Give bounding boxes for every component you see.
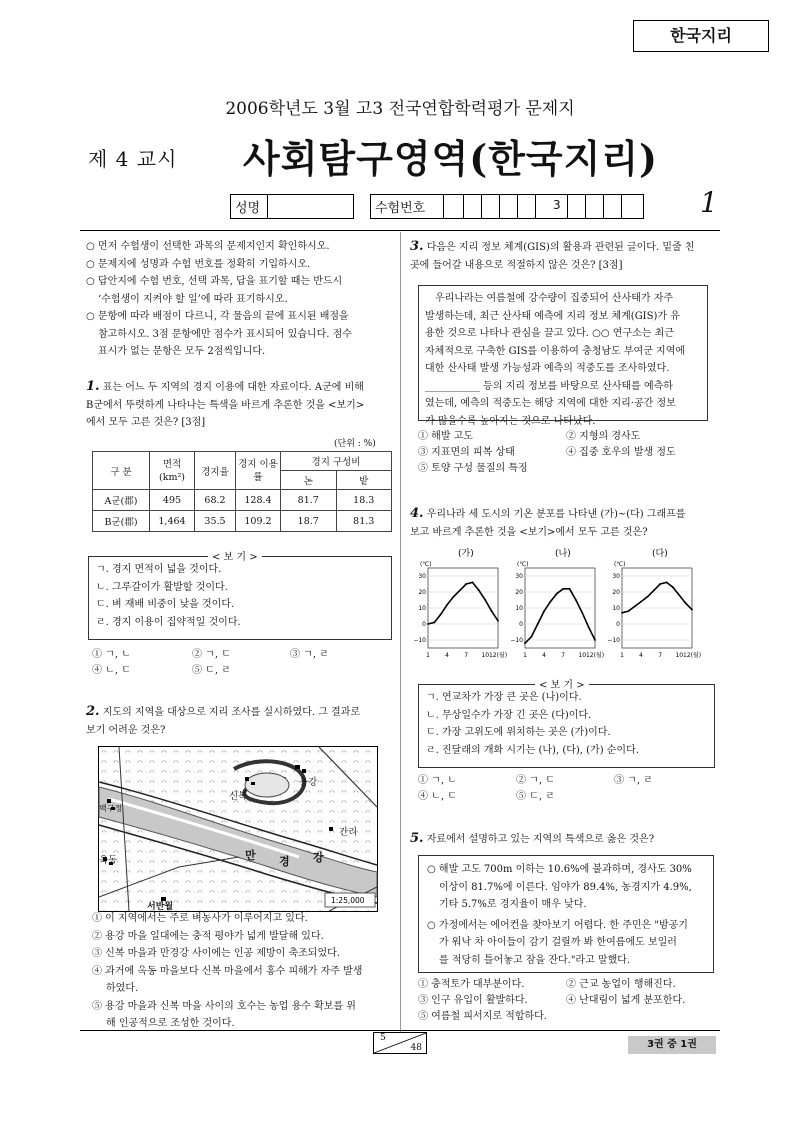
- q3-choices: [418, 428, 718, 480]
- map-label-river-1: 만: [245, 849, 256, 862]
- chart-point: [678, 594, 680, 596]
- question-5: 5. 자료에서 설명하고 있는 지역의 특색으로 옳은 것은?: [410, 831, 655, 846]
- chart-point: [472, 582, 474, 584]
- page-current: 5: [380, 1033, 386, 1043]
- question-2-number: 2.: [86, 704, 100, 719]
- topographic-map: [98, 746, 378, 912]
- chart-x-tick: 10: [578, 652, 587, 659]
- instructions: ○ 먼저 수험생이 선택한 과목의 문제지인지 확인하시오. ○ 문제지에 성명과 수험 번호를 정확히 기입하시오. ○ 답안지에 수험 번호, 선택 과목, 답을 표기할 때는 반드시 ‘수험생이 지켜야 할 일’에 따라 표기하시오. ○ 문항에 따라 배점이 다르니, 각 물음의 끝에 표시된 배점을 참고하시오. 3점 문항에만 점수가 표시되어 있습니다. 점수 표시가 없는 문항은 모두 2점씩입니다.: [86, 241, 352, 357]
- exam-number-field[interactable]: [370, 194, 644, 219]
- exam-number-cell[interactable]: [463, 195, 464, 218]
- chart-x-tick: 1: [620, 652, 624, 659]
- table-row: B군(郡) 1,464 35.5 109.2 18.7 81.3: [93, 511, 392, 532]
- question-1: 1. 표는 어느 두 지역의 경지 이용에 대한 자료이다. A군에 비해 B군에서 뚜렷하게 나타나는 특색을 바르게 추론한 것을 <보기> 에서 모두 고른 것은? [3점]: [86, 379, 365, 428]
- chart-title: (나): [555, 549, 571, 559]
- chart-y-tick: 0: [616, 621, 620, 628]
- chart-point: [621, 612, 623, 614]
- map-label-baekgujeong: 백구정: [99, 804, 123, 813]
- chart-point: [653, 590, 655, 592]
- q4-bogi-list: ㄱ. 연교차가 가장 큰 곳은 (나)이다. ㄴ. 무상일수가 가장 긴 곳은 (다)이다. ㄷ. 가장 고위도에 위치하는 곳은 (가)이다. ㄹ. 진달래의 개화 시기는 (나), (다), (가) 순이다.: [426, 692, 639, 756]
- main-title: 사회탐구영역(한국지리): [243, 136, 659, 181]
- choice-3[interactable]: ③ ㄱ, ㄹ: [614, 775, 653, 786]
- choice-2[interactable]: ② 용강 마을 일대에는 충적 평야가 넓게 발달해 있다.: [92, 930, 324, 942]
- name-label: 성명: [235, 201, 261, 216]
- chart-x-tick: 1: [426, 652, 430, 659]
- chart-title: (다): [652, 549, 668, 559]
- chart-point: [562, 588, 564, 590]
- volume-badge: 3권 중 1권: [628, 1036, 716, 1054]
- chart-y-tick: 20: [418, 589, 426, 596]
- exam-number-cell[interactable]: [535, 195, 536, 218]
- choice-3[interactable]: ③ 신복 마을과 만경강 사이에는 인공 제방이 축조되었다.: [92, 948, 340, 959]
- q5-passage: ○ 해발 고도 700m 이하는 10.6%에 불과하며, 경사도 30% 이상이 81.7%에 이른다. 임야가 89.4%, 농경지가 4.9%, 기타 5.7%로 경지율이 매우 낮다. ○ 가정에서는 에어컨을 찾아보기 어렵다. 한 주민은 "밤공기 가 워낙 차 아이들이 감기 걸릴까 봐 한여름에도 보일러 를 적당히 틀어놓고 잠을 잔다."라고 말했다.: [418, 855, 714, 973]
- chart-point: [588, 626, 590, 628]
- choice-1[interactable]: ① 충적토가 대부분이다.: [418, 979, 525, 990]
- chart-x-tick: 4: [639, 652, 644, 659]
- q4-bogi-title: < 보 기 >: [535, 676, 589, 691]
- exam-number-cell[interactable]: [603, 195, 604, 218]
- exam-number-cell[interactable]: [499, 195, 500, 218]
- chart-y-tick: 30: [418, 573, 426, 580]
- choice-4[interactable]: ④ 집중 호우의 발생 정도: [566, 447, 676, 458]
- map-label-okdong: 옥동: [99, 855, 118, 866]
- q4-choices: [418, 772, 718, 808]
- choice-4[interactable]: ④ 난대림이 넓게 분포한다.: [566, 995, 686, 1006]
- q1-bogi-list: ㄱ. 경지 면적이 넓을 것이다. ㄴ. 그루갈이가 활발할 것이다. ㄷ. 벼 재배 비중이 낮을 것이다. ㄹ. 경지 이용이 집약적일 것이다.: [96, 564, 241, 628]
- choice-4[interactable]: ④ 과거에 옥동 마을보다 신복 마을에서 홍수 피해가 자주 발생: [92, 965, 363, 977]
- chart-series-line: [428, 582, 498, 624]
- chart-point: [594, 639, 596, 641]
- question-4: 4. 우리나라 세 도시의 기온 분포를 나타낸 (가)~(다) 그래프를 보고 바르게 추론한 것을 <보기>에서 모두 고른 것은?: [410, 506, 686, 538]
- chart-y-tick: 10: [418, 605, 426, 612]
- chart-point: [556, 593, 558, 595]
- chart-point: [524, 642, 526, 644]
- map-label-river-3: 강: [313, 851, 324, 864]
- chart-point: [634, 606, 636, 608]
- page-total: 48: [410, 1043, 422, 1053]
- chart-x-tick: 1: [523, 652, 527, 659]
- chart-y-tick: 30: [612, 573, 620, 580]
- chart-point: [672, 586, 674, 588]
- q2-choices: ① 이 지역에서는 주로 벼농사가 이루어지고 있다. ② 용강 마을 일대에는 충적 평야가 넓게 발달해 있다. ③ 신복 마을과 만경강 사이에는 인공 제방이 축조되었다. ④ 과거에 옥동 마을보다 신복 마을에서 홍수 피해가 자주 발생 하였다. ⑤ 용강 마을과 신복 마을 사이의 호수는 농업 용수 확보를 위 해 인공적으로 조성한 것이다.: [92, 910, 396, 1033]
- chart-point: [647, 596, 649, 598]
- chart-point: [491, 610, 493, 612]
- chart-point: [685, 602, 687, 604]
- chart-y-tick: 10: [515, 605, 523, 612]
- map-label-yonggang: 용강: [299, 777, 318, 788]
- chart-x-tick: 12(월): [682, 652, 702, 659]
- choice-1[interactable]: ① ㄱ, ㄴ: [92, 649, 131, 660]
- chart-point: [530, 636, 532, 638]
- chart-point: [446, 604, 448, 606]
- chart-point: [484, 599, 486, 601]
- period-label: 제 4 교시: [88, 147, 178, 171]
- choice-5[interactable]: ⑤ 여름철 피서지로 적합하다.: [418, 1011, 547, 1022]
- choice-2[interactable]: ② ㄱ, ㄷ: [192, 649, 231, 660]
- exam-number-cell[interactable]: [621, 195, 622, 218]
- chart-point: [478, 590, 480, 592]
- chart-title: (가): [458, 549, 474, 559]
- exam-number-cell[interactable]: [567, 195, 568, 218]
- land-use-table: 구 분 면적 (km²) 경지율 경지 이용률 경지 구성비 논 밭 A군(郡) 495 68.2 128.4 81.7 18.3 B군(郡) 1,464 35.5 109.2 18.7 81.3: [92, 451, 392, 532]
- chart-x-tick: 12(월): [585, 652, 605, 659]
- exam-number-cell[interactable]: [481, 195, 482, 218]
- choice-5[interactable]: ⑤ 용강 마을과 신복 마을 사이의 호수는 농업 용수 확보를 위: [92, 1000, 356, 1012]
- chart-x-tick: 7: [658, 652, 663, 659]
- question-2: 2. 지도의 지역을 대상으로 지리 조사를 실시하였다. 그 결과로 보기 어려운 것은?: [86, 704, 361, 736]
- chart-point: [659, 583, 661, 585]
- exam-number-cell[interactable]: [585, 195, 586, 218]
- exam-number-cell[interactable]: [443, 195, 444, 218]
- choice-2[interactable]: ② ㄱ, ㄷ: [516, 775, 555, 786]
- chart-point: [569, 588, 571, 590]
- name-field[interactable]: [230, 194, 354, 219]
- choice-3[interactable]: ③ ㄱ, ㄹ: [290, 649, 329, 660]
- header-rule: [80, 230, 720, 231]
- question-4-number: 4.: [410, 506, 424, 521]
- subject-badge: 한국지리: [633, 20, 769, 52]
- chart-x-tick: 4: [542, 652, 547, 659]
- chart-point: [453, 596, 455, 598]
- map-label-river-2: 경: [279, 855, 290, 868]
- chart-x-tick: 7: [464, 652, 469, 659]
- chart-point: [581, 612, 583, 614]
- q1-choices: [92, 646, 392, 686]
- chart-x-tick: 10: [481, 652, 490, 659]
- map-scale: 1:25,000: [331, 896, 365, 905]
- chart-point: [440, 614, 442, 616]
- chart-y-tick: 30: [515, 573, 523, 580]
- chart-y-tick: 20: [612, 589, 620, 596]
- question-3: 3. 다음은 지리 정보 체계(GIS)의 활용과 관련된 글이다. 밑줄 친 곳에 들어갈 내용으로 적절하지 않은 것은? [3점]: [410, 239, 695, 271]
- choice-3[interactable]: ③ 지표면의 피복 상태: [418, 447, 515, 458]
- chart-point: [640, 601, 642, 603]
- exam-number-label: 수험번호: [375, 201, 426, 216]
- chart-point: [691, 609, 693, 611]
- chart-point: [550, 601, 552, 603]
- q5-choices: [418, 976, 718, 1028]
- map-label-seobanwol: 서반월: [147, 902, 174, 912]
- chart-point: [465, 583, 467, 585]
- chart-y-unit: (℃): [517, 561, 529, 568]
- chart-y-unit: (℃): [420, 561, 432, 568]
- chart-x-tick: 7: [561, 652, 566, 659]
- q1-bogi-title: < 보 기 >: [208, 548, 262, 563]
- page-number: 1: [700, 186, 718, 219]
- table-unit: (단위 : %): [334, 439, 376, 449]
- chart-x-tick: 10: [675, 652, 684, 659]
- choice-5[interactable]: ⑤ ㄷ, ㄹ: [192, 665, 231, 676]
- chart-point: [433, 622, 435, 624]
- table-row: A군(郡) 495 68.2 128.4 81.7 18.3: [93, 490, 392, 511]
- choice-2[interactable]: ② 지형의 경사도: [566, 431, 641, 442]
- choice-5[interactable]: ⑤ ㄷ, ㄹ: [516, 791, 555, 802]
- question-3-number: 3.: [410, 239, 424, 254]
- exam-title: 2006학년도 3월 고3 전국연합학력평가 문제지: [225, 99, 575, 119]
- chart-y-tick: −10: [510, 637, 523, 644]
- chart-series-line: [525, 589, 595, 643]
- chart-y-tick: 20: [515, 589, 523, 596]
- exam-number-cell[interactable]: [517, 195, 518, 218]
- chart-point: [427, 623, 429, 625]
- chart-y-tick: −10: [607, 637, 620, 644]
- chart-y-tick: 0: [422, 621, 426, 628]
- chart-point: [459, 590, 461, 592]
- chart-point: [497, 620, 499, 622]
- choice-3[interactable]: ③ 인구 유입이 활발하다.: [418, 995, 528, 1006]
- chart-point: [543, 610, 545, 612]
- choice-5[interactable]: ⑤ 토양 구성 물질의 특징: [418, 463, 528, 474]
- chart-point: [537, 623, 539, 625]
- choice-4[interactable]: ④ ㄴ, ㄷ: [92, 665, 131, 676]
- question-1-number: 1.: [86, 379, 100, 394]
- q3-passage: 우리나라는 여름철에 강수량이 집중되어 산사태가 자주 발생하는데, 최근 산사태 예측에 지리 정보 체계(GIS)가 유 용한 것으로 나타나 관심을 끌고 있다. ○○ 연구소는 최근 자체적으로 구축한 GIS를 이용하여 충청남도 부여군 지역에 대한 산사태 발생 가능성과 예측의 적중도를 조사하였다. ___________ 등의 지리 정보를 바탕으로 산사태를 예측하 였는데, 예측의 적중도는 해당 지역에 대한 지리·공간 정보 가 많을수록 높아지는 것으로 나타났다.: [418, 285, 708, 421]
- question-5-number: 5.: [410, 831, 424, 846]
- chart-x-tick: 12(월): [488, 652, 508, 659]
- chart-y-tick: −10: [413, 637, 426, 644]
- chart-y-unit: (℃): [614, 561, 626, 568]
- map-label-sinbok: 신복: [229, 791, 248, 802]
- choice-1[interactable]: ① ㄱ, ㄴ: [418, 775, 457, 786]
- chart-y-tick: 10: [612, 605, 620, 612]
- choice-4[interactable]: ④ ㄴ, ㄷ: [418, 791, 457, 802]
- choice-1[interactable]: ① 해발 고도: [418, 431, 473, 442]
- footer-rule: [80, 1030, 720, 1031]
- chart-point: [666, 582, 668, 584]
- chart-x-tick: 4: [445, 652, 450, 659]
- climate-charts: [413, 548, 720, 668]
- page-counter: [373, 1032, 427, 1054]
- chart-point: [627, 610, 629, 612]
- column-divider: [400, 232, 401, 1032]
- choice-1[interactable]: ① 이 지역에서는 주로 벼농사가 이루어지고 있다.: [92, 913, 308, 924]
- chart-y-tick: 0: [519, 621, 523, 628]
- map-label-ganri: 간리: [339, 827, 358, 838]
- choice-2[interactable]: ② 근교 농업이 행해진다.: [566, 979, 676, 990]
- exam-number-digit: 3: [553, 198, 561, 212]
- chart-point: [575, 599, 577, 601]
